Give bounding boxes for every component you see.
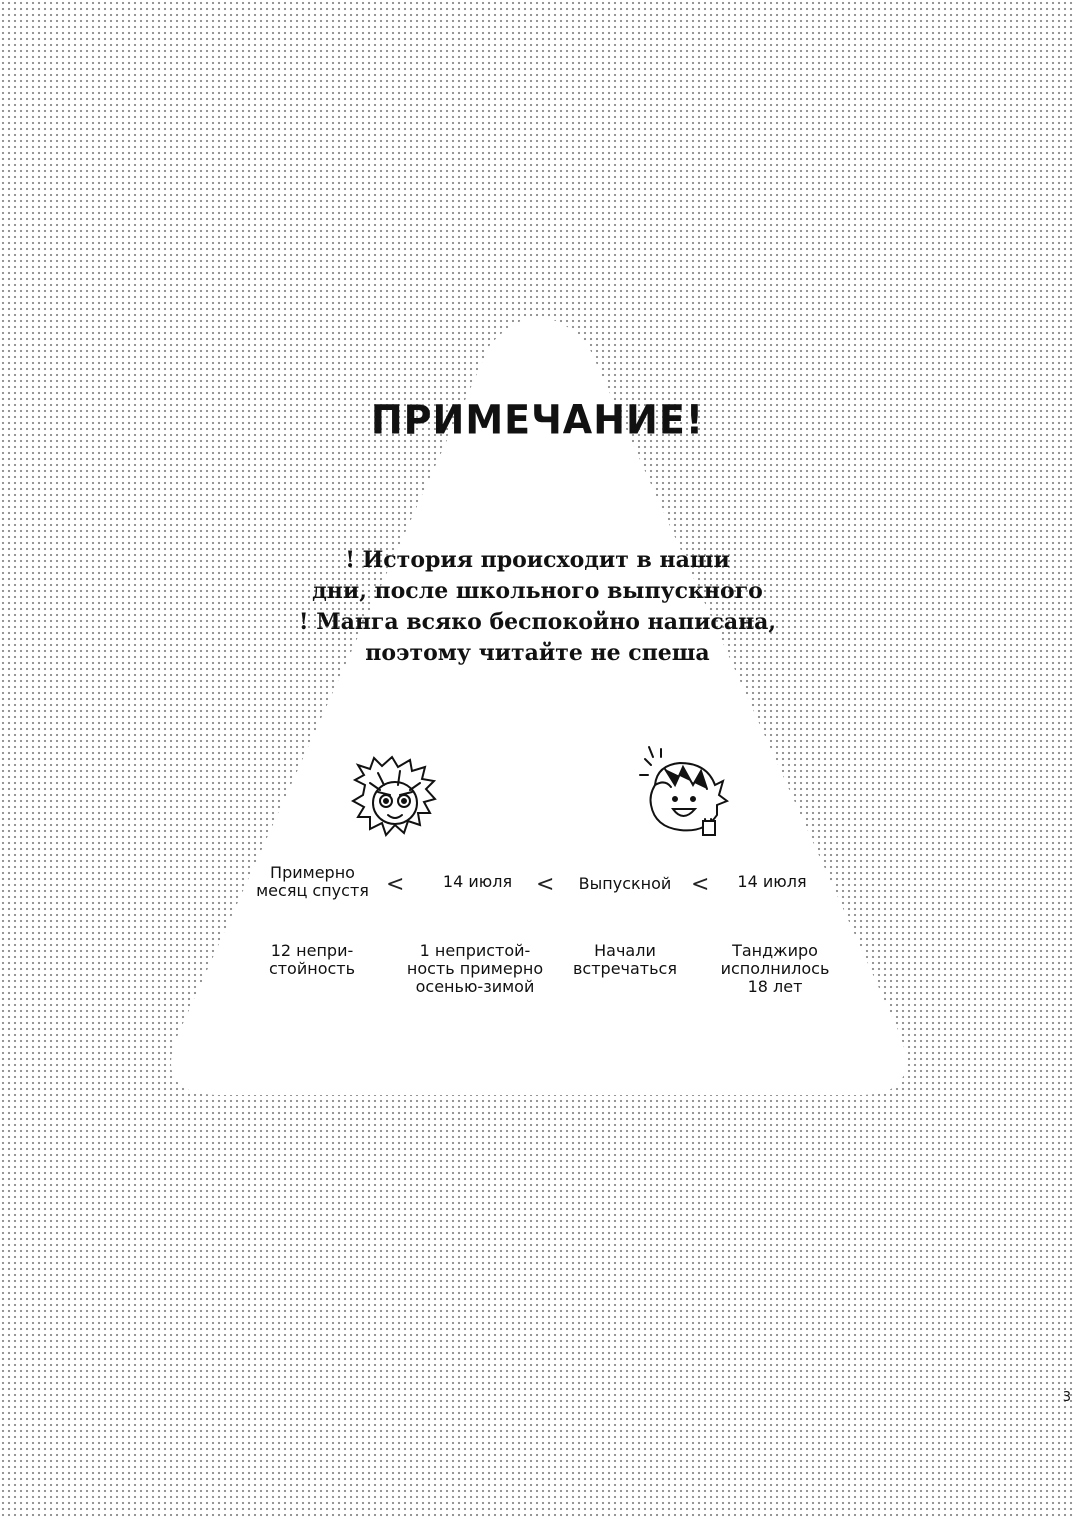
rengoku-avatar-icon (350, 755, 440, 840)
note-line-4: поэтому читайте не спеша (365, 640, 710, 666)
timeline-date-3: Выпускной (578, 874, 672, 893)
timeline-chevron-left-icon: < (386, 872, 405, 897)
tanjiro-avatar-icon (635, 745, 730, 845)
note-line-3: ! Манга всяко беспокойно написана, (298, 609, 777, 635)
timeline-event-3: Начали встречаться (573, 941, 677, 978)
notes-block (0, 545, 1075, 669)
timeline-event-2: 1 непристой- ность примерно осенью-зимой (406, 941, 544, 996)
timeline-event-4: Танджиро исполнилось 18 лет (720, 941, 830, 996)
timeline-date-1: Примерно месяц спустя (256, 863, 369, 900)
timeline-chevron-left-icon: < (691, 872, 710, 897)
timeline-chevron-left-icon: < (536, 872, 555, 897)
note-line-1: ! История происходит в наши (345, 547, 730, 573)
page-number: 3 (1062, 1390, 1071, 1405)
timeline-event-1: 12 непри- стойность (268, 941, 356, 978)
timeline-dates-row (0, 864, 1075, 904)
timeline-date-4: 14 июля (737, 872, 807, 891)
note-line-2: дни, после школьного выпускного (312, 578, 763, 604)
timeline-date-2: 14 июля (442, 872, 513, 891)
page-title: ПРИМЕЧАНИЕ! (370, 396, 705, 444)
